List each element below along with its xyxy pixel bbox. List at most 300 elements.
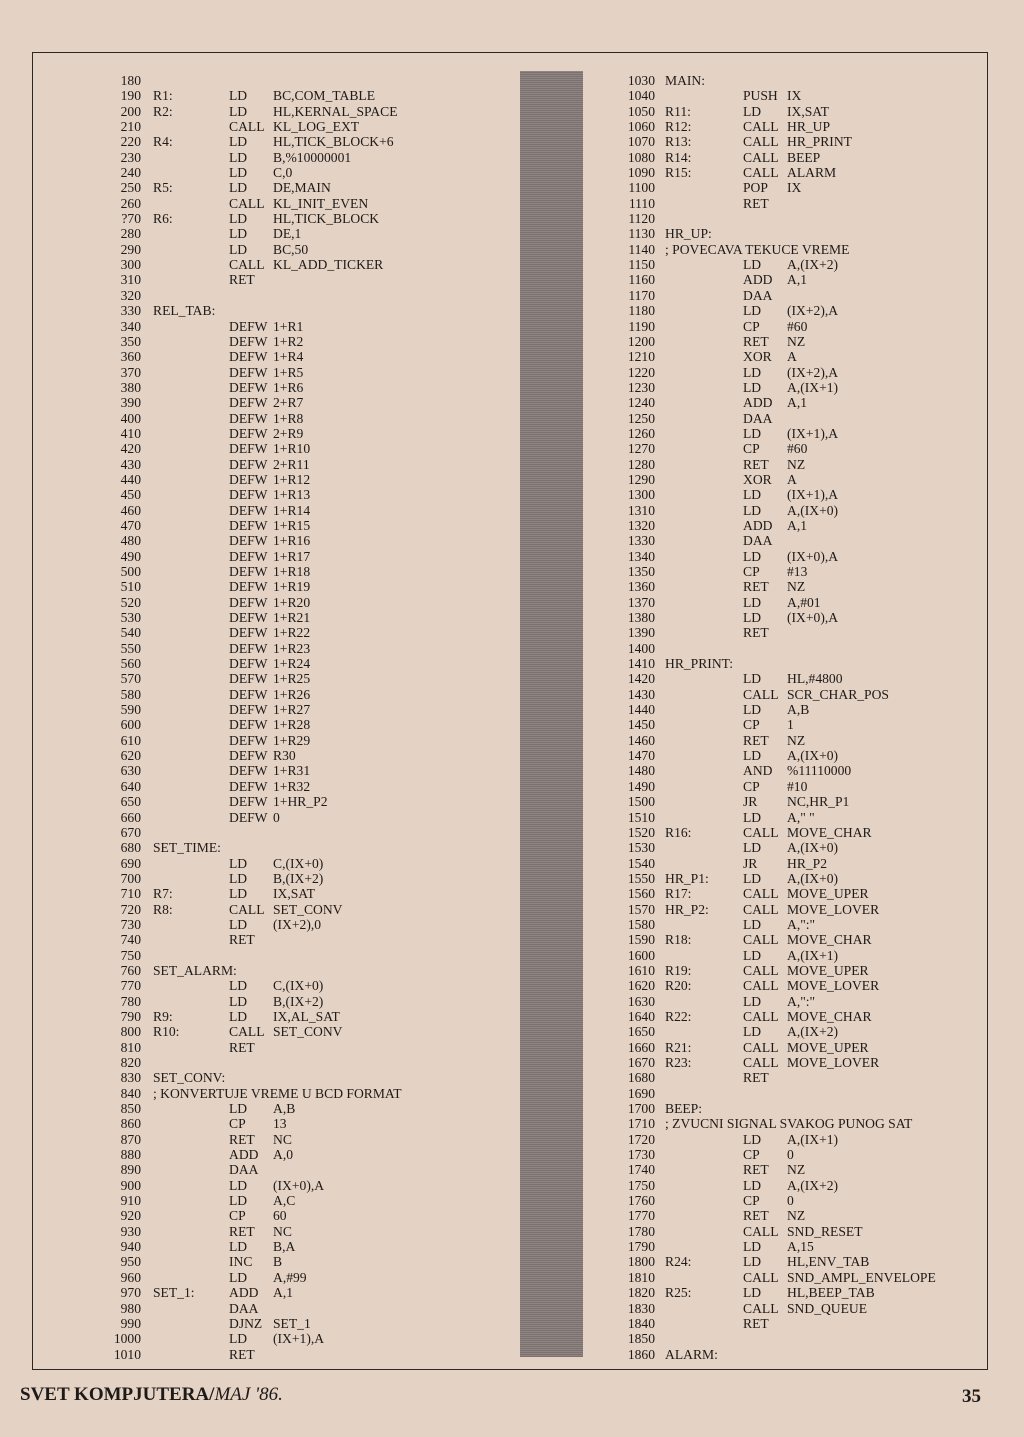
code-opcode: PUSH (743, 88, 778, 104)
code-operand: A,":" (787, 993, 816, 1009)
line-number: 600 (120, 717, 141, 733)
line-number: 1200 (627, 333, 655, 349)
code-opcode: INC (229, 1254, 253, 1270)
code-operand: C,(IX+0) (273, 978, 324, 994)
line-number: 1050 (627, 103, 655, 119)
line-number: 1540 (627, 855, 655, 871)
code-opcode: LD (229, 180, 248, 196)
code-opcode: LD (229, 103, 248, 119)
code-operand: HL,TICK_BLOCK+6 (273, 134, 394, 150)
code-operand: HL,ENV_TAB (787, 1254, 870, 1270)
line-number: 360 (120, 349, 141, 365)
code-opcode: CALL (743, 1008, 779, 1024)
line-number: 660 (120, 809, 141, 825)
code-operand: A,(IX+0) (787, 502, 839, 518)
code-operand: 1+R8 (273, 410, 304, 426)
code-operand: 2+R9 (273, 425, 304, 441)
code-opcode: DEFW (229, 456, 268, 472)
code-label: R5: (153, 180, 173, 196)
code-opcode: DEFW (229, 379, 268, 395)
code-opcode: LD (229, 165, 248, 181)
code-operand: MOVE_CHAR (787, 824, 872, 840)
line-number: 540 (120, 625, 141, 641)
code-opcode: RET (743, 195, 769, 211)
code-operand: NC,HR_P1 (787, 794, 850, 810)
code-opcode: LD (229, 211, 248, 227)
line-number: 1690 (627, 1085, 655, 1101)
line-number: 440 (120, 471, 141, 487)
code-opcode: DEFW (229, 610, 268, 626)
magazine-name: SVET KOMPJUTERA/ (20, 1384, 215, 1405)
code-operand: B,(IX+2) (273, 870, 324, 886)
code-operand: A,":" (787, 916, 816, 932)
code-operand: A,1 (787, 272, 808, 288)
code-opcode: DEFW (229, 717, 268, 733)
line-number: 560 (120, 656, 141, 672)
line-number: 480 (120, 533, 141, 549)
code-opcode: DEFW (229, 640, 268, 656)
line-number: 620 (120, 748, 141, 764)
line-number: 1270 (627, 441, 655, 457)
code-opcode: LD (229, 886, 248, 902)
code-operand: A,(IX+1) (787, 379, 839, 395)
code-opcode: CALL (229, 901, 265, 917)
code-label: R25: (665, 1285, 692, 1301)
line-number: 650 (120, 794, 141, 810)
code-operand: A,1 (273, 1285, 294, 1301)
code-opcode: CALL (743, 134, 779, 150)
code-opcode: LD (743, 303, 762, 319)
code-operand: BC,COM_TABLE (273, 88, 376, 104)
code-label: HR_PRINT: (665, 656, 734, 672)
code-operand: A,#01 (787, 594, 821, 610)
code-label: R9: (153, 1008, 173, 1024)
code-opcode: DAA (229, 1300, 259, 1316)
code-label: R23: (665, 1055, 692, 1070)
line-number: 910 (120, 1193, 141, 1209)
line-number: 1320 (627, 517, 655, 533)
line-number: 210 (120, 119, 141, 135)
code-label: SET_1: (153, 1285, 195, 1301)
code-operand: SCR_CHAR_POS (787, 686, 889, 702)
code-opcode: DAA (229, 1162, 259, 1178)
code-label: R17: (665, 886, 692, 902)
code-operand: 1+R13 (273, 487, 311, 503)
code-label: R21: (665, 1039, 692, 1055)
code-opcode: LD (229, 1008, 248, 1024)
code-opcode: DEFW (229, 686, 268, 702)
code-opcode: LD (743, 502, 762, 518)
code-opcode: LD (229, 134, 248, 150)
line-number: 1480 (627, 763, 655, 779)
line-number: 900 (120, 1177, 141, 1193)
code-operand: 1+R17 (273, 548, 311, 564)
code-operand: IX,SAT (787, 103, 829, 119)
code-opcode: LD (229, 1101, 248, 1117)
line-number: 1370 (627, 594, 655, 610)
code-opcode: JR (743, 855, 758, 871)
code-opcode: LD (743, 916, 762, 932)
line-number: 680 (120, 840, 141, 856)
code-opcode: LD (229, 1331, 248, 1347)
code-operand: A,(IX+0) (787, 870, 839, 886)
code-operand: NZ (787, 333, 806, 349)
code-opcode: DEFW (229, 410, 268, 426)
code-opcode: XOR (743, 349, 772, 365)
line-number: 1090 (627, 165, 655, 181)
line-number: 1240 (627, 395, 655, 411)
code-opcode: LD (743, 748, 762, 764)
line-number: 1420 (627, 671, 655, 687)
code-operand: 2+R7 (273, 395, 304, 411)
code-opcode: LD (229, 1193, 248, 1209)
code-opcode: DEFW (229, 579, 268, 595)
line-number: 290 (120, 241, 141, 257)
code-opcode: CALL (743, 1300, 779, 1316)
code-label: ; ZVUCNI SIGNAL SVAKOG PUNOG SAT (665, 1116, 913, 1132)
line-number: 330 (120, 303, 141, 319)
code-opcode: DEFW (229, 625, 268, 641)
line-number: 840 (120, 1085, 141, 1101)
code-opcode: CALL (743, 824, 779, 840)
code-opcode: RET (743, 456, 769, 472)
line-number: 1600 (627, 947, 655, 963)
code-opcode: POP (743, 180, 768, 196)
code-label: MAIN: (665, 73, 706, 88)
code-operand: A,15 (787, 1239, 814, 1255)
code-opcode: DAA (743, 287, 773, 303)
code-opcode: CALL (743, 886, 779, 902)
line-number: 490 (120, 548, 141, 564)
code-opcode: RET (229, 932, 255, 948)
line-number: 770 (120, 978, 141, 994)
code-operand: HL,TICK_BLOCK (273, 211, 380, 227)
code-opcode: CALL (743, 686, 779, 702)
line-number: 1860 (627, 1346, 655, 1362)
code-opcode: LD (229, 88, 248, 104)
line-number: 1140 (628, 241, 655, 257)
code-label: R4: (153, 134, 173, 150)
line-number: 1720 (627, 1131, 655, 1147)
code-opcode: RET (743, 1315, 769, 1331)
line-number: 1810 (627, 1269, 655, 1285)
line-number: 1110 (628, 195, 655, 211)
code-opcode: JR (743, 794, 758, 810)
code-operand: HL,KERNAL_SPACE (273, 103, 398, 119)
code-opcode: RET (743, 1208, 769, 1224)
code-opcode: DEFW (229, 763, 268, 779)
line-number: 1510 (627, 809, 655, 825)
line-number: 500 (120, 564, 141, 579)
code-label: R16: (665, 824, 692, 840)
code-operand: B,(IX+2) (273, 993, 324, 1009)
code-opcode: DEFW (229, 671, 268, 687)
code-operand: #13 (787, 564, 808, 579)
code-opcode: LD (229, 978, 248, 994)
line-number: 1680 (627, 1070, 655, 1086)
code-opcode: CP (743, 717, 760, 733)
line-number: 430 (120, 456, 141, 472)
code-opcode: CP (229, 1116, 246, 1132)
line-number: 1460 (627, 732, 655, 748)
line-number: 1120 (628, 211, 655, 227)
line-number: 1350 (627, 564, 655, 579)
code-opcode: LD (229, 1239, 248, 1255)
line-number: 740 (120, 932, 141, 948)
line-number: 1560 (627, 886, 655, 902)
code-label: HR_P2: (665, 901, 709, 917)
code-opcode: DEFW (229, 778, 268, 794)
code-label: R7: (153, 886, 173, 902)
line-number: 1280 (627, 456, 655, 472)
line-number: 690 (120, 855, 141, 871)
code-operand: A,1 (787, 395, 808, 411)
line-number: 320 (120, 287, 141, 303)
code-operand: MOVE_UPER (787, 886, 869, 902)
line-number: 1610 (627, 962, 655, 978)
code-opcode: DAA (743, 533, 773, 549)
code-label: BEEP: (665, 1101, 703, 1117)
line-number: 1070 (627, 134, 655, 150)
line-number: 1100 (628, 180, 655, 196)
code-operand: A,(IX+1) (787, 1131, 839, 1147)
code-operand: 1+R1 (273, 318, 304, 334)
line-number: 550 (120, 640, 141, 656)
code-operand: #60 (787, 441, 808, 457)
code-opcode: CALL (743, 1055, 779, 1070)
code-operand: 1+R4 (273, 349, 304, 365)
code-label: ; KONVERTUJE VREME U BCD FORMAT (153, 1085, 402, 1101)
line-number: 1210 (627, 349, 655, 365)
line-number: 580 (120, 686, 141, 702)
line-number: 380 (120, 379, 141, 395)
code-label: REL_TAB: (153, 303, 216, 319)
code-operand: 1+R2 (273, 333, 304, 349)
line-number: 1760 (627, 1193, 655, 1209)
code-label: R12: (665, 119, 692, 135)
code-operand: MOVE_CHAR (787, 932, 872, 948)
code-opcode: RET (743, 1162, 769, 1178)
code-operand: 1+R27 (273, 702, 311, 718)
line-number: 850 (120, 1101, 141, 1117)
code-operand: 1+R23 (273, 640, 311, 656)
line-number: 710 (120, 886, 141, 902)
line-number: 1580 (627, 916, 655, 932)
code-operand: KL_ADD_TICKER (273, 257, 384, 273)
line-number: 970 (120, 1285, 141, 1301)
code-opcode: CALL (743, 932, 779, 948)
line-number: 470 (120, 517, 141, 533)
line-number: 730 (120, 916, 141, 932)
code-operand: 1+R15 (273, 517, 311, 533)
line-number: 1130 (628, 226, 655, 242)
code-operand: 1 (787, 717, 794, 733)
line-number: 410 (120, 425, 141, 441)
code-operand: 1+R14 (273, 502, 311, 518)
code-opcode: DEFW (229, 517, 268, 533)
line-number: 1640 (627, 1008, 655, 1024)
line-number: 260 (120, 195, 141, 211)
code-opcode: LD (229, 226, 248, 242)
line-number: 1590 (627, 932, 655, 948)
code-opcode: LD (743, 594, 762, 610)
code-opcode: LD (743, 379, 762, 395)
line-number: 420 (120, 441, 141, 457)
code-opcode: LD (743, 947, 762, 963)
code-operand: 1+HR_P2 (273, 794, 328, 810)
code-opcode: DEFW (229, 794, 268, 810)
code-opcode: CALL (743, 165, 779, 181)
line-number: 790 (120, 1008, 141, 1024)
page-number: 35 (962, 1386, 981, 1407)
code-opcode: RET (229, 1131, 255, 1147)
code-operand: SND_RESET (787, 1223, 863, 1239)
code-operand: NC (273, 1223, 292, 1239)
line-number: 1190 (628, 318, 655, 334)
code-opcode: LD (229, 993, 248, 1009)
code-opcode: LD (743, 840, 762, 856)
line-number: 1390 (627, 625, 655, 641)
line-number: 240 (120, 165, 141, 181)
code-operand: A,(IX+2) (787, 1024, 839, 1040)
line-number: 1750 (627, 1177, 655, 1193)
line-number: 1490 (627, 778, 655, 794)
code-operand: DE,MAIN (273, 180, 331, 196)
code-opcode: CP (743, 778, 760, 794)
line-number: 220 (120, 134, 141, 150)
code-opcode: CALL (229, 257, 265, 273)
code-opcode: DEFW (229, 502, 268, 518)
code-opcode: LD (229, 916, 248, 932)
code-operand: A,1 (787, 517, 808, 533)
code-opcode: LD (743, 1254, 762, 1270)
code-opcode: LD (743, 103, 762, 119)
code-operand: 1+R24 (273, 656, 311, 672)
line-number: 1080 (627, 149, 655, 165)
line-number: 1250 (627, 410, 655, 426)
line-number: 720 (120, 901, 141, 917)
code-opcode: CP (743, 564, 760, 579)
code-opcode: LD (743, 610, 762, 626)
code-opcode: LD (743, 671, 762, 687)
code-operand: B,A (273, 1239, 296, 1255)
code-operand: 1+R21 (273, 610, 311, 626)
line-number: 1470 (627, 748, 655, 764)
code-operand: A,(IX+0) (787, 840, 839, 856)
code-opcode: RET (229, 1039, 255, 1055)
code-label: R15: (665, 165, 692, 181)
code-operand: IX (787, 88, 802, 104)
code-operand: (IX+1),A (787, 487, 839, 503)
code-operand: C,(IX+0) (273, 855, 324, 871)
code-operand: C,0 (273, 165, 293, 181)
code-operand: A (787, 349, 797, 365)
line-number: 1700 (627, 1101, 655, 1117)
code-operand: 13 (273, 1116, 287, 1132)
code-opcode: CALL (229, 1024, 265, 1040)
code-opcode: DJNZ (229, 1315, 263, 1331)
code-opcode: LD (229, 241, 248, 257)
code-opcode: LD (743, 548, 762, 564)
code-opcode: DEFW (229, 748, 268, 764)
line-number: 1520 (627, 824, 655, 840)
line-number: 760 (120, 962, 141, 978)
code-opcode: CALL (229, 119, 265, 135)
code-opcode: RET (743, 732, 769, 748)
code-operand: HR_P2 (787, 855, 828, 871)
code-operand: MOVE_CHAR (787, 1008, 872, 1024)
code-opcode: LD (743, 257, 762, 273)
code-opcode: LD (229, 855, 248, 871)
code-opcode: ADD (229, 1147, 259, 1163)
code-label: R10: (153, 1024, 180, 1040)
line-number: 1780 (627, 1223, 655, 1239)
code-opcode: CALL (743, 149, 779, 165)
code-opcode: LD (743, 487, 762, 503)
code-opcode: CALL (743, 901, 779, 917)
code-opcode: LD (743, 809, 762, 825)
line-number: 450 (120, 487, 141, 503)
line-number: 880 (120, 1147, 141, 1163)
line-number: 1030 (627, 73, 655, 88)
line-number: 1430 (627, 686, 655, 702)
code-label: R20: (665, 978, 692, 994)
line-number: 1820 (627, 1285, 655, 1301)
code-operand: A (787, 471, 797, 487)
line-number: 1650 (627, 1024, 655, 1040)
code-label: R22: (665, 1008, 692, 1024)
line-number: 920 (120, 1208, 141, 1224)
code-operand: 1+R22 (273, 625, 311, 641)
code-label: R18: (665, 932, 692, 948)
code-opcode: ADD (229, 1285, 259, 1301)
code-operand: 1+R16 (273, 533, 311, 549)
code-operand: #10 (787, 778, 808, 794)
code-operand: SET_1 (273, 1315, 311, 1331)
code-operand: MOVE_UPER (787, 1039, 869, 1055)
line-number: 200 (120, 103, 141, 119)
code-label: R1: (153, 88, 173, 104)
code-opcode: DEFW (229, 395, 268, 411)
line-number: 700 (120, 870, 141, 886)
code-opcode: DEFW (229, 318, 268, 334)
line-number: 1620 (627, 978, 655, 994)
line-number: 830 (120, 1070, 141, 1086)
code-operand: NZ (787, 732, 806, 748)
code-label: SET_CONV: (153, 1070, 226, 1086)
code-operand: (IX+0),A (787, 610, 839, 626)
line-number: 1850 (627, 1331, 655, 1347)
line-number: 1330 (627, 533, 655, 549)
line-number: 1060 (627, 119, 655, 135)
line-number: 1040 (627, 88, 655, 104)
line-number: 280 (120, 226, 141, 242)
line-number: 530 (120, 610, 141, 626)
line-number: 930 (120, 1223, 141, 1239)
line-number: 1300 (627, 487, 655, 503)
line-number: 1010 (113, 1346, 141, 1362)
code-opcode: CP (743, 318, 760, 334)
line-number: 520 (120, 594, 141, 610)
line-number: 350 (120, 333, 141, 349)
code-opcode: DAA (743, 410, 773, 426)
code-opcode: LD (743, 425, 762, 441)
code-label: R19: (665, 962, 692, 978)
line-number: 860 (120, 1116, 141, 1132)
code-operand: SND_QUEUE (787, 1300, 868, 1316)
line-number: 750 (120, 947, 141, 963)
code-operand: MOVE_LOVER (787, 901, 880, 917)
